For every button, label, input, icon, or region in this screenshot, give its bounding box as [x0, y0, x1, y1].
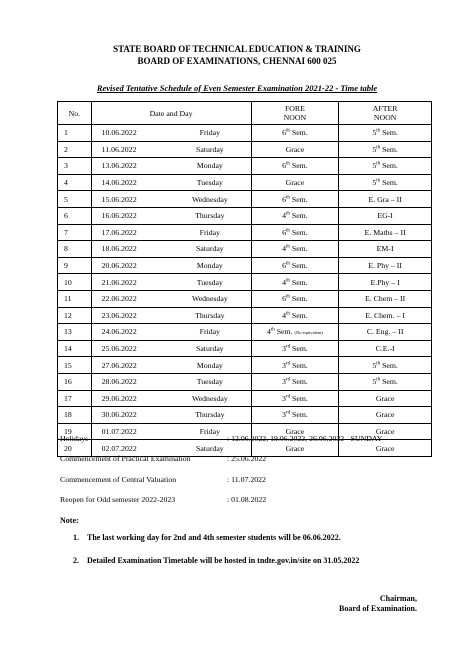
- cell-afternoon: [339, 274, 432, 291]
- cell-forenoon: [251, 407, 339, 424]
- ordinal-suffix: th: [270, 327, 275, 333]
- cell-suffix-text: Sem.: [380, 128, 398, 138]
- cell-suffix-text: Sem.: [380, 161, 398, 171]
- ordinal-suffix: rd: [285, 361, 291, 367]
- cell-date: 15.06.2022: [91, 191, 169, 208]
- cell-text: 4: [282, 211, 287, 221]
- signature-office: Board of Examination.: [338, 604, 417, 613]
- cell-date: 21.06.2022: [91, 274, 169, 291]
- cell-afternoon: [339, 191, 432, 208]
- cell-suffix-text: Sem.: [289, 194, 308, 204]
- cell-text: 3: [282, 393, 286, 403]
- cell-forenoon: [251, 207, 339, 224]
- cell-forenoon: [251, 390, 339, 407]
- cell-forenoon: [251, 257, 339, 274]
- cell-text: E.Phy – I: [370, 277, 400, 287]
- cell-text: Grace: [375, 410, 395, 420]
- cell-afternoon: [339, 324, 432, 341]
- cell-text: 6: [282, 194, 287, 204]
- cell-suffix-text: Sem.: [289, 261, 308, 271]
- cell-day: Friday: [169, 423, 251, 440]
- ordinal-suffix: rd: [285, 344, 291, 350]
- col-header-no: No.: [58, 102, 92, 125]
- valuation-value: : 11.07.2022: [227, 475, 266, 484]
- cell-day: Wednesday: [169, 290, 251, 307]
- cell-text: C.E.-I: [375, 344, 395, 354]
- cell-text: 5: [372, 377, 377, 387]
- cell-afternoon: [339, 158, 432, 175]
- cell-suffix-text: Sem.: [289, 211, 308, 221]
- cell-suffix-text: Sem.: [289, 310, 308, 320]
- cell-afternoon: [339, 357, 432, 374]
- table-row: [58, 307, 432, 324]
- table-row: [58, 340, 432, 357]
- table-row: [58, 207, 432, 224]
- cell-afternoon: [339, 257, 432, 274]
- ordinal-suffix: th: [376, 377, 381, 383]
- cell-date: 23.06.2022: [91, 307, 169, 324]
- note-title: Note:: [60, 516, 79, 525]
- cell-day: Thursday: [169, 407, 251, 424]
- cell-forenoon: [251, 141, 339, 158]
- cell-text: Grace: [375, 426, 395, 436]
- practical-label: Commencement of Practical Examination: [60, 454, 191, 463]
- cell-forenoon: [251, 241, 339, 258]
- cell-text: 5: [372, 144, 377, 154]
- ordinal-suffix: rd: [285, 394, 291, 400]
- ordinal-suffix: th: [376, 178, 381, 184]
- cell-suffix-text: Sem.: [380, 178, 398, 188]
- cell-day: Tuesday: [169, 174, 251, 191]
- cell-text: 4: [282, 244, 287, 254]
- holidays-value: : 12.06.2022, 19.06.2022, 26.06.2022 - SUNDAY: [227, 434, 383, 443]
- cell-date: 13.06.2022: [91, 158, 169, 175]
- ordinal-suffix: th: [286, 161, 290, 167]
- cell-afternoon: [339, 340, 432, 357]
- cell-forenoon: [251, 357, 339, 374]
- ordinal-suffix: th: [286, 128, 290, 134]
- cell-forenoon: [251, 191, 339, 208]
- cell-no: 8: [58, 241, 92, 258]
- cell-text: EG-I: [377, 211, 393, 221]
- cell-no: 12: [58, 307, 92, 324]
- timetable-body: [58, 125, 432, 457]
- cell-forenoon: [251, 158, 339, 175]
- cell-day: Tuesday: [169, 373, 251, 390]
- valuation-label: Commencement of Central Valuation: [60, 475, 177, 484]
- col-header-date-day: Date and Day: [91, 102, 251, 125]
- cell-afternoon: [339, 307, 432, 324]
- cell-afternoon: [339, 373, 432, 390]
- cell-text: 5: [372, 360, 377, 370]
- table-row: [58, 290, 432, 307]
- schedule-title: Revised Tentative Schedule of Even Semester Examination 2021-22 - Time table: [96, 83, 378, 93]
- table-row: [58, 390, 432, 407]
- cell-date: 29.06.2022: [91, 390, 169, 407]
- cell-text: 3: [282, 410, 286, 420]
- cell-suffix-text: Sem.: [289, 161, 308, 171]
- ordinal-suffix: th: [286, 228, 290, 234]
- cell-suffix-text: Sem.: [290, 360, 308, 370]
- cell-forenoon: [251, 125, 339, 142]
- table-row: [58, 324, 432, 341]
- cell-date: 30.06.2022: [91, 407, 169, 424]
- cell-no: 18: [58, 407, 92, 424]
- cell-no: 5: [58, 191, 92, 208]
- cell-day: Saturday: [169, 241, 251, 258]
- cell-text: Grace: [375, 393, 395, 403]
- cell-date: 24.06.2022: [91, 324, 169, 341]
- cell-day: Friday: [169, 125, 251, 142]
- cell-date: 11.06.2022: [91, 141, 169, 158]
- cell-text: 4: [266, 327, 271, 337]
- cell-suffix-text: Sem.: [290, 410, 308, 420]
- cell-no: 13: [58, 324, 92, 341]
- ordinal-suffix: rd: [285, 377, 291, 383]
- cell-text: 6: [282, 261, 287, 271]
- cell-no: 3: [58, 158, 92, 175]
- cell-text: E. Maths – II: [364, 227, 406, 237]
- table-row: [58, 407, 432, 424]
- cell-text: C. Eng. – II: [366, 327, 404, 337]
- cell-day: Monday: [169, 158, 251, 175]
- cell-date: 28.06.2022: [91, 373, 169, 390]
- table-row: [58, 373, 432, 390]
- cell-suffix-text: Sem.: [380, 360, 398, 370]
- cell-text: 5: [372, 178, 377, 188]
- cell-day: Thursday: [169, 307, 251, 324]
- cell-forenoon: [251, 324, 339, 341]
- cell-no: 1: [58, 125, 92, 142]
- cell-suffix-text: Sem.: [289, 277, 308, 287]
- cell-text: 6: [282, 294, 287, 304]
- note-item-2-num: 2.: [73, 556, 79, 565]
- cell-suffix-text: Sem.: [289, 227, 308, 237]
- cell-text: 3: [282, 360, 286, 370]
- cell-date: 10.06.2022: [91, 125, 169, 142]
- col-header-afternoon: [339, 102, 432, 125]
- note-item-1: [73, 533, 341, 542]
- cell-afternoon: [339, 141, 432, 158]
- col-header-forenoon: [251, 102, 339, 125]
- cell-forenoon: [251, 174, 339, 191]
- cell-forenoon: [251, 340, 339, 357]
- ordinal-suffix: th: [286, 244, 290, 250]
- cell-text: 3: [282, 377, 286, 387]
- reopen-value: : 01.08.2022: [227, 495, 267, 504]
- cell-no: 14: [58, 340, 92, 357]
- cell-no: 9: [58, 257, 92, 274]
- cell-text: EM-I: [376, 244, 394, 254]
- cell-afternoon: [339, 290, 432, 307]
- cell-forenoon: [251, 290, 339, 307]
- cell-day: Tuesday: [169, 274, 251, 291]
- table-row: [58, 191, 432, 208]
- cell-day: Saturday: [169, 340, 251, 357]
- cell-date: 22.06.2022: [91, 290, 169, 307]
- cell-suffix-text: Sem.: [289, 128, 308, 138]
- holidays-label: Holidays: [60, 434, 89, 443]
- note-item-1-text: The last working day for 2nd and 4th semester students will be 06.06.2022.: [87, 533, 341, 542]
- cell-no: 20: [58, 440, 92, 457]
- ordinal-suffix: th: [286, 278, 290, 284]
- cell-afternoon: [339, 407, 432, 424]
- col-header-afternoon-l2: NOON: [373, 113, 397, 122]
- cell-text: Grace: [285, 426, 305, 436]
- cell-suffix-text: Sem.: [290, 344, 308, 354]
- cell-text: 6: [282, 227, 287, 237]
- cell-text: E. Chem – II: [364, 294, 406, 304]
- cell-date: 25.06.2022: [91, 340, 169, 357]
- cell-no: 6: [58, 207, 92, 224]
- cell-afternoon: [339, 390, 432, 407]
- cell-suffix-text: Sem.: [289, 244, 308, 254]
- cell-text: Grace: [285, 178, 305, 188]
- cell-suffix-text: Sem.: [290, 377, 308, 387]
- cell-day: Wednesday: [169, 191, 251, 208]
- cell-forenoon: [251, 274, 339, 291]
- cell-no: 16: [58, 373, 92, 390]
- practical-value: : 25.06.2022: [227, 454, 267, 463]
- cell-suffix-text: Sem.: [289, 294, 308, 304]
- note-item-2: [73, 556, 359, 565]
- cell-date: 14.06.2022: [91, 174, 169, 191]
- board-title: STATE BOARD OF TECHNICAL EDUCATION & TRAINING: [113, 44, 361, 54]
- board-subtitle: BOARD OF EXAMINATIONS, CHENNAI 600 025: [137, 56, 337, 66]
- cell-text: Grace: [285, 443, 305, 453]
- cell-day: Monday: [169, 357, 251, 374]
- table-row: [58, 174, 432, 191]
- cell-afternoon: [339, 174, 432, 191]
- cell-day: Monday: [169, 257, 251, 274]
- cell-date: 01.07.2022: [91, 423, 169, 440]
- table-row: [58, 357, 432, 374]
- signature-title: Chairman,: [379, 594, 417, 603]
- cell-text: 6: [282, 128, 287, 138]
- table-row: [58, 257, 432, 274]
- cell-forenoon: [251, 373, 339, 390]
- table-row: [58, 141, 432, 158]
- cell-no: 17: [58, 390, 92, 407]
- ordinal-suffix: rd: [285, 410, 291, 416]
- cell-suffix-text: Sem.: [380, 377, 398, 387]
- cell-text: 3: [282, 344, 286, 354]
- timetable: [57, 101, 432, 457]
- cell-no: 15: [58, 357, 92, 374]
- cell-suffix-text: Sem.: [274, 327, 293, 337]
- cell-date: 02.07.2022: [91, 440, 169, 457]
- ordinal-suffix: th: [376, 145, 381, 151]
- col-header-forenoon-l1: FORE: [284, 104, 305, 113]
- cell-day: Friday: [169, 224, 251, 241]
- col-header-afternoon-l1: AFTER: [372, 104, 398, 113]
- cell-suffix-text: Sem.: [380, 144, 398, 154]
- cell-text: Grace: [285, 144, 305, 154]
- cell-forenoon: [251, 224, 339, 241]
- cell-suffix-text: Sem.: [290, 393, 308, 403]
- ordinal-suffix: th: [286, 211, 290, 217]
- cell-date: 16.06.2022: [91, 207, 169, 224]
- cell-text: 6: [282, 161, 287, 171]
- cell-text: 4: [282, 277, 287, 287]
- ordinal-suffix: th: [376, 361, 381, 367]
- cell-day: Friday: [169, 324, 251, 341]
- cell-no: 2: [58, 141, 92, 158]
- cell-text: E. Phy – II: [368, 261, 403, 271]
- cell-text: 5: [372, 161, 377, 171]
- cell-no: 7: [58, 224, 92, 241]
- table-row: [58, 241, 432, 258]
- cell-text: 4: [282, 310, 287, 320]
- cell-date: 18.06.2022: [91, 241, 169, 258]
- cell-afternoon: [339, 241, 432, 258]
- timetable-header-row: [58, 102, 432, 125]
- ordinal-suffix: th: [376, 128, 381, 134]
- cell-text: 5: [372, 128, 377, 138]
- ordinal-suffix: th: [286, 261, 290, 267]
- cell-afternoon: [339, 224, 432, 241]
- cell-no: 4: [58, 174, 92, 191]
- table-row: [58, 274, 432, 291]
- ordinal-suffix: th: [286, 195, 290, 201]
- cell-date: 17.06.2022: [91, 224, 169, 241]
- cell-remark: (No equivalent): [294, 330, 323, 336]
- cell-no: 19: [58, 423, 92, 440]
- table-row: [58, 158, 432, 175]
- table-row: [58, 125, 432, 142]
- reopen-label: Reopen for Odd semester 2022-2023: [60, 495, 176, 504]
- cell-no: 11: [58, 290, 92, 307]
- cell-text: Grace: [375, 443, 395, 453]
- cell-no: 10: [58, 274, 92, 291]
- cell-day: Saturday: [169, 440, 251, 457]
- cell-afternoon: [339, 207, 432, 224]
- cell-day: Wednesday: [169, 390, 251, 407]
- table-row: [58, 224, 432, 241]
- cell-text: E. Gra – II: [368, 194, 402, 204]
- ordinal-suffix: th: [286, 311, 290, 317]
- ordinal-suffix: th: [286, 294, 290, 300]
- note-item-2-text: Detailed Examination Timetable will be hosted in tndte.gov.in/site on 31.05.2022: [87, 556, 360, 565]
- cell-day: Saturday: [169, 141, 251, 158]
- cell-date: 27.06.2022: [91, 357, 169, 374]
- cell-day: Thursday: [169, 207, 251, 224]
- col-header-forenoon-l2: NOON: [283, 113, 307, 122]
- ordinal-suffix: th: [376, 161, 381, 167]
- cell-forenoon: [251, 307, 339, 324]
- note-item-1-num: 1.: [73, 533, 79, 542]
- cell-afternoon: [339, 125, 432, 142]
- cell-date: 20.06.2022: [91, 257, 169, 274]
- cell-text: E. Chem. – I: [365, 310, 405, 320]
